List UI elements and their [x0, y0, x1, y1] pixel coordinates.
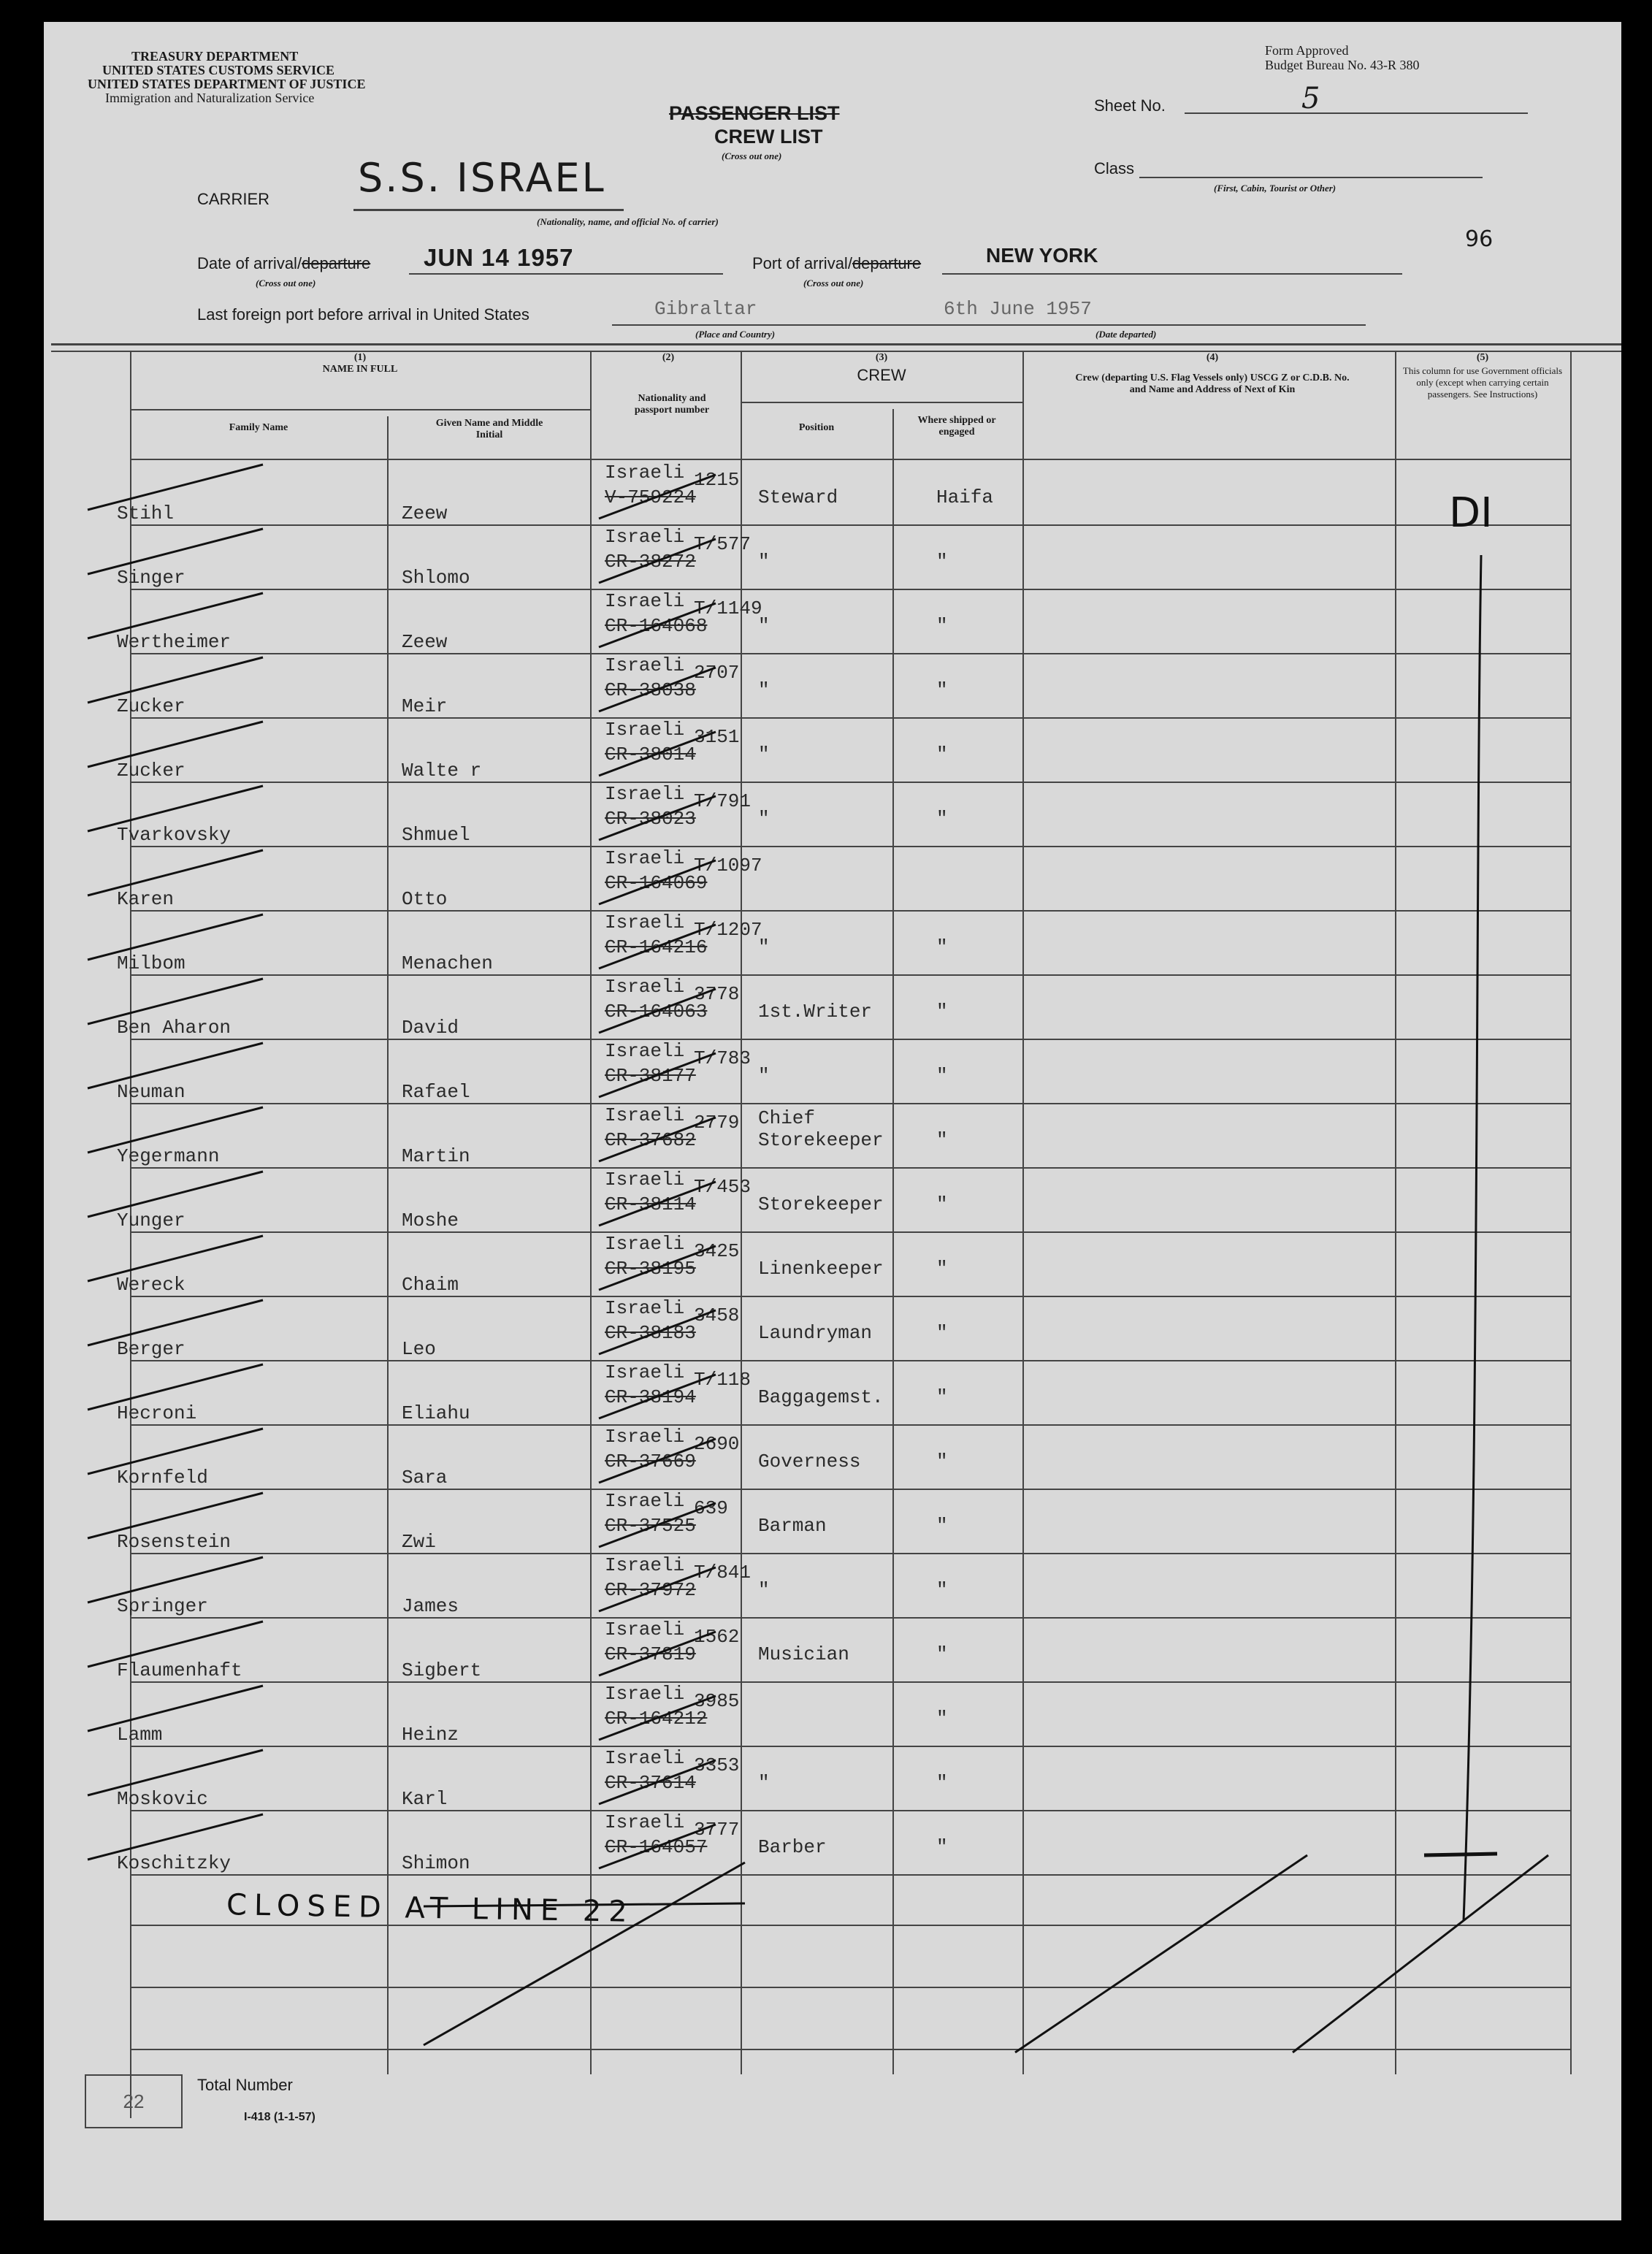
- last-port-value: Gibraltar: [654, 298, 757, 320]
- col1-header: (1) NAME IN FULL: [322, 352, 398, 375]
- passport-cell: CR-37972: [605, 1579, 696, 1601]
- position-cell: Linenkeeper: [758, 1258, 884, 1280]
- passport-strike-mark: [599, 1632, 716, 1676]
- seaman-number-cell: T/791: [694, 790, 752, 812]
- family-name-cell: Kornfeld: [117, 1467, 208, 1489]
- passport-cell: CR-38023: [605, 808, 696, 830]
- family-name-header: Family Name: [229, 422, 288, 433]
- seaman-number-cell: 3353: [694, 1754, 740, 1776]
- where-shipped-cell: ": [936, 1515, 948, 1537]
- agency-line-ins: Immigration and Naturalization Service: [105, 91, 315, 105]
- family-name-cell: Ben Aharon: [117, 1017, 232, 1039]
- position-cell: Musician: [758, 1643, 849, 1665]
- passport-strike-mark: [599, 1567, 716, 1611]
- where-shipped-header: Where shipped or engaged: [917, 415, 996, 438]
- family-name-cell: Singer: [117, 567, 186, 589]
- where-shipped-cell: ": [936, 1258, 948, 1280]
- check-mark: [88, 1429, 263, 1474]
- pen-marks: [44, 22, 1621, 2220]
- agency-line-customs: UNITED STATES CUSTOMS SERVICE: [102, 63, 334, 77]
- where-shipped-cell: ": [936, 1193, 948, 1215]
- crew-list-document: [44, 22, 1621, 2220]
- passport-cell: CR-164212: [605, 1708, 708, 1730]
- family-name-cell: Rosenstein: [117, 1531, 232, 1553]
- given-name-cell: Heinz: [402, 1724, 459, 1746]
- seaman-number-cell: 3777: [694, 1819, 740, 1841]
- seaman-number-cell: T/783: [694, 1047, 752, 1069]
- given-name-cell: Meir: [402, 695, 448, 717]
- where-shipped-cell: ": [936, 679, 948, 701]
- check-mark: [88, 914, 263, 960]
- passport-cell: CR-38038: [605, 679, 696, 701]
- official-use-header: This column for use Government officials only (except when carrying certain passengers. See Instructions): [1402, 365, 1563, 400]
- position-cell: ": [758, 679, 770, 701]
- passenger-list-title: PASSENGER LIST: [669, 102, 840, 124]
- passport-cell: CR-164068: [605, 615, 708, 637]
- given-name-cell: David: [402, 1017, 459, 1039]
- check-mark: [88, 1557, 263, 1602]
- nationality-cell: Israeli: [605, 1040, 685, 1062]
- passport-strike-mark: [599, 796, 716, 840]
- seaman-number-cell: 3425: [694, 1240, 740, 1262]
- check-mark: [88, 529, 263, 574]
- nationality-cell: Israeli: [605, 783, 685, 805]
- position-cell: ": [758, 936, 770, 958]
- position-cell: ": [758, 808, 770, 830]
- passport-strike-mark: [599, 1503, 716, 1547]
- col5-num: (5): [1476, 352, 1489, 363]
- seaman-number-cell: 1215: [694, 469, 740, 491]
- check-mark: [88, 465, 263, 510]
- nationality-cell: Israeli: [605, 462, 685, 484]
- passport-cell: CR-38177: [605, 1065, 696, 1087]
- seaman-number-cell: T/453: [694, 1176, 752, 1198]
- nationality-cell: Israeli: [605, 1811, 685, 1833]
- arrival-date-value: JUN 14 1957: [424, 244, 574, 271]
- position-cell: Laundryman: [758, 1322, 873, 1344]
- check-mark: [88, 722, 263, 767]
- passport-strike-mark: [599, 925, 716, 969]
- seaman-number-cell: 1562: [694, 1626, 740, 1648]
- where-shipped-cell: ": [936, 744, 948, 765]
- family-name-cell: Hecroni: [117, 1402, 197, 1424]
- port-value: NEW YORK: [986, 244, 1098, 267]
- carrier-value: S.S. ISRAEL: [358, 155, 606, 201]
- nationality-cell: Israeli: [605, 976, 685, 998]
- family-name-cell: Zucker: [117, 760, 186, 782]
- cross-out-caption: (Cross out one): [722, 150, 782, 161]
- family-name-cell: Springer: [117, 1595, 208, 1617]
- given-name-cell: Shlomo: [402, 567, 470, 589]
- family-name-cell: Flaumenhaft: [117, 1659, 242, 1681]
- where-shipped-cell: ": [936, 1386, 948, 1408]
- nationality-cell: Israeli: [605, 1490, 685, 1512]
- seaman-number-cell: 2690: [694, 1433, 740, 1455]
- position-cell: Steward: [758, 486, 838, 508]
- family-name-cell: Wereck: [117, 1274, 186, 1296]
- given-name-cell: James: [402, 1595, 459, 1617]
- passport-cell: CR-164216: [605, 936, 708, 958]
- position-cell: Barber: [758, 1836, 827, 1858]
- where-shipped-cell: ": [936, 1708, 948, 1730]
- family-name-cell: Wertheimer: [117, 631, 232, 653]
- given-name-cell: Leo: [402, 1338, 436, 1360]
- date-departed-value: 6th June 1957: [944, 298, 1092, 320]
- form-approved: Form Approved: [1265, 43, 1349, 58]
- given-name-cell: Zeew: [402, 503, 448, 524]
- given-name-cell: Zeew: [402, 631, 448, 653]
- position-cell: Governess: [758, 1451, 861, 1472]
- position-cell: ": [758, 1579, 770, 1601]
- passport-strike-mark: [599, 1825, 716, 1868]
- passport-cell: CR-164063: [605, 1001, 708, 1023]
- check-mark: [88, 1300, 263, 1345]
- passport-strike-mark: [599, 989, 716, 1033]
- form-number: I-418 (1-1-57): [244, 2111, 316, 2123]
- where-shipped-cell: ": [936, 808, 948, 830]
- family-name-cell: Tvarkovsky: [117, 824, 232, 846]
- given-name-cell: Rafael: [402, 1081, 470, 1103]
- passport-strike-mark: [599, 1375, 716, 1418]
- where-shipped-cell: ": [936, 1836, 948, 1858]
- di-annotation: DI: [1449, 489, 1493, 537]
- check-mark: [88, 1043, 263, 1088]
- seaman-number-cell: 3985: [694, 1690, 740, 1712]
- family-name-cell: Koschitzky: [117, 1852, 232, 1874]
- kin-header: Crew (departing U.S. Flag Vessels only) USCG Z or C.D.B. No. and Name and Address of Next of Kin: [1075, 373, 1350, 395]
- passport-strike-mark: [599, 603, 716, 647]
- given-name-cell: Menachen: [402, 952, 493, 974]
- closed-underline: [424, 1903, 745, 1906]
- passport-strike-mark: [599, 1696, 716, 1740]
- given-name-cell: Martin: [402, 1145, 470, 1167]
- position-cell: Barman: [758, 1515, 827, 1537]
- check-mark: [88, 1107, 263, 1153]
- check-mark: [88, 657, 263, 703]
- sheet-label: Sheet No.: [1094, 96, 1166, 115]
- nationality-cell: Israeli: [605, 526, 685, 548]
- passport-strike-mark: [599, 539, 716, 583]
- port-cross-caption: (Cross out one): [803, 278, 864, 289]
- place-caption: (Place and Country): [695, 329, 776, 340]
- nationality-cell: Israeli: [605, 590, 685, 612]
- nationality-cell: Israeli: [605, 1104, 685, 1126]
- where-shipped-cell: Haifa: [936, 486, 994, 508]
- given-name-cell: Shmuel: [402, 824, 470, 846]
- given-name-cell: Sigbert: [402, 1659, 482, 1681]
- nationality-cell: Israeli: [605, 1426, 685, 1448]
- position-cell: Chief Storekeeper: [758, 1107, 884, 1151]
- passport-cell: CR-37669: [605, 1451, 696, 1472]
- nationality-cell: Israeli: [605, 912, 685, 933]
- where-shipped-cell: ": [936, 1579, 948, 1601]
- where-shipped-cell: ": [936, 1772, 948, 1794]
- passport-strike-mark: [599, 860, 716, 904]
- given-name-cell: Otto: [402, 888, 448, 910]
- passport-strike-mark: [599, 1439, 716, 1483]
- passport-cell: V-759224: [605, 486, 696, 508]
- seaman-number-cell: T/118: [694, 1369, 752, 1391]
- passport-strike-mark: [599, 1760, 716, 1804]
- check-mark: [88, 979, 263, 1024]
- passport-cell: CR-37819: [605, 1643, 696, 1665]
- passport-strike-mark: [599, 1053, 716, 1097]
- passport-strike-mark: [599, 475, 716, 519]
- passport-cell: CR-38183: [605, 1322, 696, 1344]
- position-cell: ": [758, 1065, 770, 1087]
- nationality-cell: Israeli: [605, 1169, 685, 1191]
- passport-cell: CR-164069: [605, 872, 708, 894]
- where-shipped-cell: ": [936, 1001, 948, 1023]
- budget-bureau: Budget Bureau No. 43-R 380: [1265, 58, 1420, 72]
- family-name-cell: Moskovic: [117, 1788, 208, 1810]
- given-name-header: Given Name and Middle Initial: [435, 418, 543, 440]
- agency-line-justice: UNITED STATES DEPARTMENT OF JUSTICE: [88, 77, 366, 91]
- vertical-pen-line: [1464, 555, 1481, 1921]
- nationality-cell: Israeli: [605, 1619, 685, 1640]
- nationality-cell: Israeli: [605, 654, 685, 676]
- position-cell: 1st.Writer: [758, 1001, 873, 1023]
- passport-strike-mark: [599, 1246, 716, 1290]
- cancel-stroke-right: [1293, 1855, 1548, 2052]
- closed-annotation: CLOSED AT LINE 22: [226, 1888, 635, 1929]
- nationality-cell: Israeli: [605, 1554, 685, 1576]
- given-name-cell: Chaim: [402, 1274, 459, 1296]
- sheet-value: 5: [1301, 82, 1320, 115]
- class-label: Class: [1094, 159, 1135, 177]
- crew-list-title: CREW LIST: [714, 126, 823, 148]
- position-cell: ": [758, 744, 770, 765]
- given-name-cell: Sara: [402, 1467, 448, 1489]
- passport-strike-mark: [599, 732, 716, 776]
- carrier-label: CARRIER: [197, 190, 270, 208]
- position-cell: Baggagemst.: [758, 1386, 884, 1408]
- cancel-stroke-left: [424, 1863, 745, 2045]
- given-name-cell: Eliahu: [402, 1402, 470, 1424]
- nationality-cell: Israeli: [605, 847, 685, 869]
- family-name-cell: Milbom: [117, 952, 186, 974]
- passport-cell: CR-38272: [605, 551, 696, 573]
- seaman-number-cell: 3778: [694, 983, 740, 1005]
- nationality-cell: Israeli: [605, 1683, 685, 1705]
- cancel-stroke-middle: [1015, 1855, 1307, 2052]
- passport-cell: CR-164057: [605, 1836, 708, 1858]
- passport-cell: CR-37525: [605, 1515, 696, 1537]
- family-name-cell: Neuman: [117, 1081, 186, 1103]
- carrier-caption: (Nationality, name, and official No. of carrier): [537, 216, 719, 227]
- nationality-cell: Israeli: [605, 1233, 685, 1255]
- check-mark: [88, 1493, 263, 1538]
- check-mark: [88, 850, 263, 895]
- family-name-cell: Berger: [117, 1338, 186, 1360]
- nationality-header: Nationality and passport number: [634, 393, 710, 416]
- passport-cell: CR-37682: [605, 1129, 696, 1151]
- seaman-number-cell: 2779: [694, 1112, 740, 1134]
- check-mark: [88, 786, 263, 831]
- seaman-number-cell: 639: [694, 1497, 728, 1519]
- given-name-cell: Moshe: [402, 1210, 459, 1231]
- passport-cell: CR-38195: [605, 1258, 696, 1280]
- where-shipped-cell: ": [936, 1129, 948, 1151]
- nationality-cell: Israeli: [605, 1747, 685, 1769]
- check-mark: [88, 593, 263, 638]
- col4-num: (4): [1206, 352, 1219, 363]
- position-cell: ": [758, 1772, 770, 1794]
- seaman-number-cell: T/1097: [694, 855, 762, 876]
- check-mark: [88, 1750, 263, 1795]
- position-cell: Storekeeper: [758, 1193, 884, 1215]
- seaman-number-cell: T/1207: [694, 919, 762, 941]
- passport-strike-mark: [599, 1182, 716, 1226]
- position-cell: ": [758, 551, 770, 573]
- passport-cell: CR-37614: [605, 1772, 696, 1794]
- family-name-cell: Karen: [117, 888, 175, 910]
- total-number-box: 22: [85, 2074, 183, 2128]
- col3-header: (3) CREW: [857, 352, 906, 384]
- nationality-cell: Israeli: [605, 1361, 685, 1383]
- where-shipped-cell: ": [936, 1065, 948, 1087]
- family-name-cell: Stihl: [117, 503, 175, 524]
- position-cell: ": [758, 615, 770, 637]
- given-name-cell: Karl: [402, 1788, 448, 1810]
- date-label: Date of arrival/departure: [197, 254, 371, 272]
- check-mark: [88, 1364, 263, 1410]
- where-shipped-cell: ": [936, 615, 948, 637]
- where-shipped-cell: ": [936, 936, 948, 958]
- seaman-number-cell: 3151: [694, 726, 740, 748]
- class-caption: (First, Cabin, Tourist or Other): [1214, 183, 1336, 194]
- family-name-cell: Lamm: [117, 1724, 163, 1746]
- date-departed-caption: (Date departed): [1095, 329, 1157, 340]
- nationality-cell: Israeli: [605, 719, 685, 741]
- page-number: 96: [1465, 226, 1494, 252]
- where-shipped-cell: ": [936, 1322, 948, 1344]
- passport-strike-mark: [599, 1310, 716, 1354]
- family-name-cell: Zucker: [117, 695, 186, 717]
- given-name-cell: Walte r: [402, 760, 482, 782]
- passport-cell: CR-38014: [605, 744, 696, 765]
- port-label: Port of arrival/departure: [752, 254, 922, 272]
- check-mark: [88, 1172, 263, 1217]
- agency-line-treasury: TREASURY DEPARTMENT: [131, 49, 299, 64]
- where-shipped-cell: ": [936, 1451, 948, 1472]
- seaman-number-cell: T/577: [694, 533, 752, 555]
- given-name-cell: Shimon: [402, 1852, 470, 1874]
- where-shipped-cell: ": [936, 551, 948, 573]
- where-shipped-cell: ": [936, 1643, 948, 1665]
- last-port-label: Last foreign port before arrival in United States: [197, 305, 529, 324]
- total-number-label: Total Number: [197, 2076, 293, 2094]
- seaman-number-cell: 2707: [694, 662, 740, 684]
- passport-strike-mark: [599, 668, 716, 711]
- pen-dash: [1424, 1854, 1497, 1855]
- seaman-number-cell: T/1149: [694, 597, 762, 619]
- family-name-cell: Yunger: [117, 1210, 186, 1231]
- position-header: Position: [798, 422, 835, 433]
- passport-cell: CR-38114: [605, 1193, 696, 1215]
- family-name-cell: Yegermann: [117, 1145, 220, 1167]
- seaman-number-cell: T/841: [694, 1562, 752, 1583]
- check-mark: [88, 1621, 263, 1667]
- check-mark: [88, 1686, 263, 1731]
- check-mark: [88, 1814, 263, 1860]
- col2-num: (2): [662, 352, 675, 363]
- seaman-number-cell: 3458: [694, 1304, 740, 1326]
- passport-cell: CR-38194: [605, 1386, 696, 1408]
- date-cross-caption: (Cross out one): [256, 278, 316, 289]
- nationality-cell: Israeli: [605, 1297, 685, 1319]
- given-name-cell: Zwi: [402, 1531, 436, 1553]
- passport-strike-mark: [599, 1118, 716, 1161]
- check-mark: [88, 1236, 263, 1281]
